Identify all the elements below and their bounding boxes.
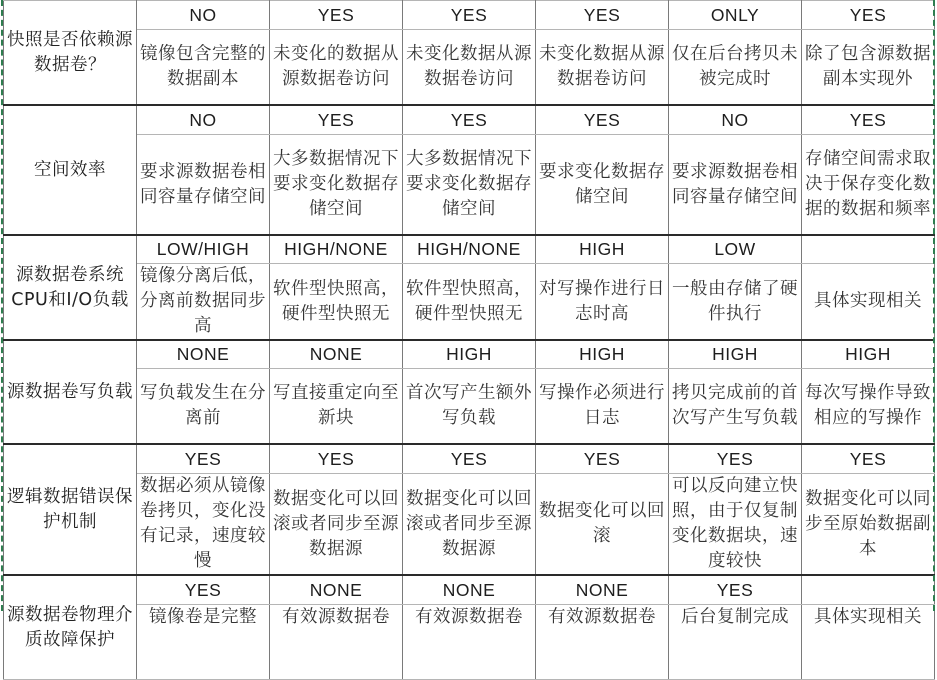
rating-cell[interactable]: YES	[403, 1, 536, 30]
description-cell[interactable]: 大多数据情况下要求变化数据存储空间	[270, 135, 403, 236]
rating-cell[interactable]: YES	[403, 444, 536, 474]
rating-cell[interactable]: YES	[536, 1, 669, 30]
rating-cell[interactable]: NO	[669, 105, 802, 135]
table-row	[4, 444, 935, 474]
rating-cell[interactable]: HIGH	[669, 340, 802, 369]
rating-cell[interactable]: YES	[270, 444, 403, 474]
table-row	[4, 369, 935, 445]
rating-cell[interactable]: NONE	[270, 340, 403, 369]
description-cell[interactable]: 软件型快照高，硬件型快照无	[403, 264, 536, 341]
rating-cell[interactable]: YES	[802, 444, 935, 474]
rating-cell[interactable]: YES	[802, 105, 935, 135]
criterion-cell[interactable]: 源数据卷系统CPU和I/O负载	[4, 235, 137, 340]
rating-cell[interactable]: LOW	[669, 235, 802, 264]
rating-cell[interactable]: HIGH/NONE	[403, 235, 536, 264]
description-cell[interactable]: 写操作必须进行日志	[536, 369, 669, 445]
rating-cell[interactable]: YES	[270, 1, 403, 30]
description-cell[interactable]: 具体实现相关	[802, 605, 935, 680]
rating-cell[interactable]: YES	[270, 105, 403, 135]
table-row	[4, 340, 935, 369]
description-cell[interactable]: 首次写产生额外写负载	[403, 369, 536, 445]
description-cell[interactable]: 每次写操作导致相应的写操作	[802, 369, 935, 445]
rating-cell[interactable]: NONE	[403, 575, 536, 605]
description-cell[interactable]: 要求源数据卷相同容量存储空间	[669, 135, 802, 236]
rating-cell[interactable]: YES	[669, 444, 802, 474]
selection-border-right	[933, 0, 935, 611]
description-cell[interactable]: 仅在后台拷贝未被完成时	[669, 30, 802, 106]
table-row	[4, 575, 935, 605]
rating-cell[interactable]: YES	[669, 575, 802, 605]
description-cell[interactable]: 有效源数据卷	[403, 605, 536, 680]
table-row	[4, 1, 935, 30]
description-cell[interactable]: 具体实现相关	[802, 264, 935, 341]
description-cell[interactable]: 未变化数据从源数据卷访问	[403, 30, 536, 106]
description-cell[interactable]: 数据变化可以回滚或者同步至源数据源	[270, 474, 403, 576]
table-row	[4, 30, 935, 106]
description-cell[interactable]: 写直接重定向至新块	[270, 369, 403, 445]
table-row	[4, 105, 935, 135]
rating-cell[interactable]: NONE	[270, 575, 403, 605]
description-cell[interactable]: 镜像分离后低，分离前数据同步高	[137, 264, 270, 341]
table-body	[4, 1, 935, 680]
description-cell[interactable]: 有效源数据卷	[536, 605, 669, 680]
table-row	[4, 605, 935, 680]
rating-cell[interactable]: NO	[137, 105, 270, 135]
table-row	[4, 135, 935, 236]
rating-cell[interactable]: HIGH	[536, 340, 669, 369]
description-cell[interactable]: 大多数据情况下要求变化数据存储空间	[403, 135, 536, 236]
description-cell[interactable]: 有效源数据卷	[270, 605, 403, 680]
description-cell[interactable]: 后台复制完成	[669, 605, 802, 680]
rating-cell[interactable]	[802, 575, 935, 605]
criterion-cell[interactable]: 空间效率	[4, 105, 137, 235]
criterion-cell[interactable]: 快照是否依赖源数据卷？	[4, 1, 137, 106]
description-cell[interactable]: 数据必须从镜像卷拷贝，变化没有记录，速度较慢	[137, 474, 270, 576]
criterion-cell[interactable]: 源数据卷物理介质故障保护	[4, 575, 137, 680]
rating-cell[interactable]: ONLY	[669, 1, 802, 30]
rating-cell[interactable]: YES	[403, 105, 536, 135]
rating-cell[interactable]	[802, 235, 935, 264]
criterion-cell[interactable]: 源数据卷写负载	[4, 340, 137, 444]
rating-cell[interactable]: NONE	[536, 575, 669, 605]
description-cell[interactable]: 软件型快照高，硬件型快照无	[270, 264, 403, 341]
description-cell[interactable]: 写负载发生在分离前	[137, 369, 270, 445]
description-cell[interactable]: 数据变化可以同步至原始数据副本	[802, 474, 935, 576]
rating-cell[interactable]: YES	[137, 575, 270, 605]
description-cell[interactable]: 镜像包含完整的数据副本	[137, 30, 270, 106]
description-cell[interactable]: 镜像卷是完整	[137, 605, 270, 680]
table-row	[4, 264, 935, 341]
criterion-cell[interactable]: 逻辑数据错误保护机制	[4, 444, 137, 575]
description-cell[interactable]: 拷贝完成前的首次写产生写负载	[669, 369, 802, 445]
rating-cell[interactable]: YES	[536, 105, 669, 135]
rating-cell[interactable]: LOW/HIGH	[137, 235, 270, 264]
table-row	[4, 235, 935, 264]
description-cell[interactable]: 一般由存储了硬件执行	[669, 264, 802, 341]
description-cell[interactable]: 数据变化可以回滚或者同步至源数据源	[403, 474, 536, 576]
rating-cell[interactable]: YES	[137, 444, 270, 474]
rating-cell[interactable]: YES	[536, 444, 669, 474]
rating-cell[interactable]: HIGH	[802, 340, 935, 369]
description-cell[interactable]: 要求源数据卷相同容量存储空间	[137, 135, 270, 236]
description-cell[interactable]: 除了包含源数据副本实现外	[802, 30, 935, 106]
description-cell[interactable]: 对写操作进行日志时高	[536, 264, 669, 341]
description-cell[interactable]: 存储空间需求取决于保存变化数据的数据和频率	[802, 135, 935, 236]
rating-cell[interactable]: YES	[802, 1, 935, 30]
rating-cell[interactable]: HIGH	[536, 235, 669, 264]
description-cell[interactable]: 要求变化数据存储空间	[536, 135, 669, 236]
rating-cell[interactable]: HIGH	[403, 340, 536, 369]
rating-cell[interactable]: NONE	[137, 340, 270, 369]
description-cell[interactable]: 可以反向建立快照，由于仅复制变化数据块，速度较快	[669, 474, 802, 576]
description-cell[interactable]: 未变化数据从源数据卷访问	[536, 30, 669, 106]
description-cell[interactable]: 未变化的数据从源数据卷访问	[270, 30, 403, 106]
rating-cell[interactable]: HIGH/NONE	[270, 235, 403, 264]
rating-cell[interactable]: NO	[137, 1, 270, 30]
table-row	[4, 474, 935, 576]
snapshot-comparison-table	[3, 0, 935, 680]
description-cell[interactable]: 数据变化可以回滚	[536, 474, 669, 576]
